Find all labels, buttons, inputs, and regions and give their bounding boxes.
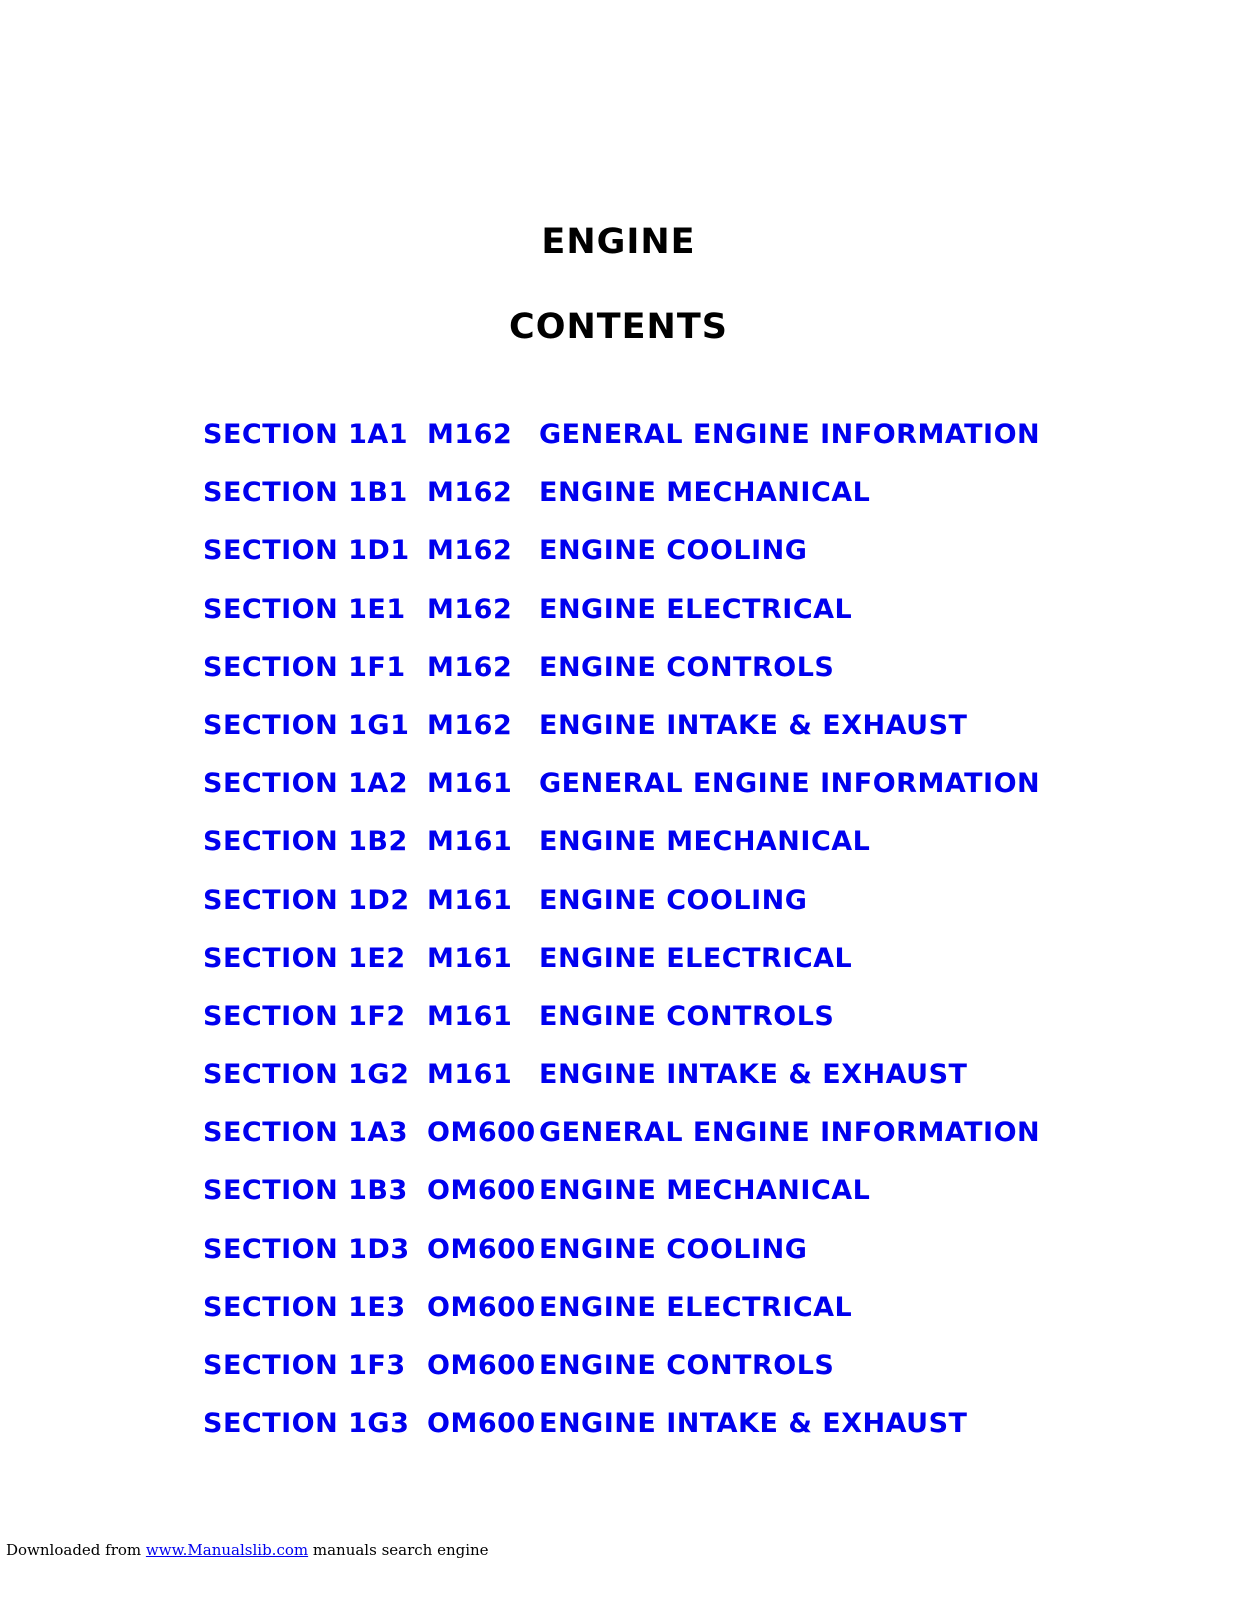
manualslib-link[interactable]: www.Manualslib.com <box>145 1541 309 1559</box>
toc-section-number: SECTION 1B2 <box>203 826 408 858</box>
toc-link-1a3[interactable] <box>203 1117 1040 1175</box>
toc-link-1a2[interactable] <box>203 768 1040 826</box>
toc-section-title: ENGINE COOLING <box>539 1233 808 1265</box>
footer-prefix: Downloaded from <box>6 1541 146 1559</box>
toc-engine-code: OM600 <box>427 1408 536 1440</box>
toc-engine-code: M162 <box>427 651 513 683</box>
toc-section-title: ENGINE ELECTRICAL <box>539 593 853 625</box>
toc-engine-code: OM600 <box>427 1175 536 1207</box>
toc-section-title: ENGINE INTAKE & EXHAUST <box>539 709 968 741</box>
toc-engine-code: OM600 <box>427 1291 536 1323</box>
toc-link-1g1[interactable] <box>203 710 1040 768</box>
toc-section-title: ENGINE INTAKE & EXHAUST <box>539 1059 968 1091</box>
toc-section-number: SECTION 1A3 <box>203 1117 409 1149</box>
toc-section-title: GENERAL ENGINE INFORMATION <box>539 419 1041 450</box>
toc-section-number: SECTION 1E2 <box>203 942 406 974</box>
toc-section-number: SECTION 1A2 <box>203 768 409 800</box>
toc-engine-code: M161 <box>427 942 513 974</box>
toc-link-1f1[interactable] <box>203 652 1040 710</box>
toc-link-1b1[interactable] <box>203 477 1040 535</box>
toc-section-title: ENGINE MECHANICAL <box>539 826 871 858</box>
toc-section-title: ENGINE ELECTRICAL <box>539 1291 853 1323</box>
toc-link-1d2[interactable] <box>203 885 1040 943</box>
toc-section-number: SECTION 1A1 <box>203 419 409 450</box>
toc-engine-code: M161 <box>427 768 513 800</box>
toc-engine-code: M161 <box>427 884 513 916</box>
toc-section-number: SECTION 1G3 <box>203 1408 410 1440</box>
toc-link-1e1[interactable] <box>203 594 1040 652</box>
toc-engine-code: M161 <box>427 826 513 858</box>
toc-link-1d1[interactable] <box>203 535 1040 593</box>
toc-section-title: ENGINE COOLING <box>539 884 808 916</box>
toc-engine-code: OM600 <box>427 1233 536 1265</box>
toc-section-number: SECTION 1D1 <box>203 535 410 567</box>
toc-section-title: ENGINE COOLING <box>539 535 808 567</box>
toc-section-number: SECTION 1D3 <box>203 1233 410 1265</box>
toc-section-title: ENGINE CONTROLS <box>539 1000 835 1032</box>
toc-link-1a1[interactable] <box>203 419 1040 477</box>
toc-link-1e3[interactable] <box>203 1292 1040 1350</box>
toc-link-1b3[interactable] <box>203 1175 1040 1233</box>
toc-engine-code: OM600 <box>427 1117 536 1149</box>
toc-section-title: ENGINE INTAKE & EXHAUST <box>539 1408 968 1440</box>
toc-section-number: SECTION 1F2 <box>203 1000 406 1032</box>
toc-section-number: SECTION 1G2 <box>203 1059 410 1091</box>
toc-section-number: SECTION 1B1 <box>203 477 408 509</box>
toc-section-title: ENGINE MECHANICAL <box>539 1175 871 1207</box>
toc-section-number: SECTION 1E1 <box>203 593 406 625</box>
page-title: ENGINE <box>541 222 696 262</box>
toc-section-title: ENGINE CONTROLS <box>539 651 835 683</box>
toc-engine-code: M162 <box>427 593 513 625</box>
toc-link-1e2[interactable] <box>203 943 1040 1001</box>
toc-section-title: GENERAL ENGINE INFORMATION <box>539 768 1041 800</box>
toc-section-title: ENGINE MECHANICAL <box>539 477 871 509</box>
table-of-contents <box>203 419 1040 1466</box>
toc-engine-code: M162 <box>427 709 513 741</box>
footer <box>6 1541 489 1559</box>
footer-suffix: manuals search engine <box>308 1541 489 1559</box>
toc-link-1f3[interactable] <box>203 1350 1040 1408</box>
toc-engine-code: M162 <box>427 535 513 567</box>
toc-link-1b2[interactable] <box>203 826 1040 884</box>
toc-engine-code: M161 <box>427 1000 513 1032</box>
toc-section-title: ENGINE ELECTRICAL <box>539 942 853 974</box>
toc-link-1f2[interactable] <box>203 1001 1040 1059</box>
toc-link-1d3[interactable] <box>203 1234 1040 1292</box>
toc-engine-code: M162 <box>427 477 513 509</box>
toc-engine-code: M162 <box>427 419 513 450</box>
toc-section-title: GENERAL ENGINE INFORMATION <box>539 1117 1041 1149</box>
toc-section-number: SECTION 1E3 <box>203 1291 406 1323</box>
contents-heading: CONTENTS <box>509 307 728 347</box>
toc-engine-code: OM600 <box>427 1350 536 1381</box>
toc-section-number: SECTION 1D2 <box>203 884 410 916</box>
toc-section-number: SECTION 1B3 <box>203 1175 408 1207</box>
toc-section-title: ENGINE CONTROLS <box>539 1350 835 1381</box>
toc-section-number: SECTION 1F1 <box>203 651 406 683</box>
toc-engine-code: M161 <box>427 1059 513 1091</box>
toc-section-number: SECTION 1F3 <box>203 1350 406 1381</box>
toc-link-1g2[interactable] <box>203 1059 1040 1117</box>
toc-section-number: SECTION 1G1 <box>203 709 410 741</box>
toc-link-1g3[interactable] <box>203 1408 1040 1466</box>
